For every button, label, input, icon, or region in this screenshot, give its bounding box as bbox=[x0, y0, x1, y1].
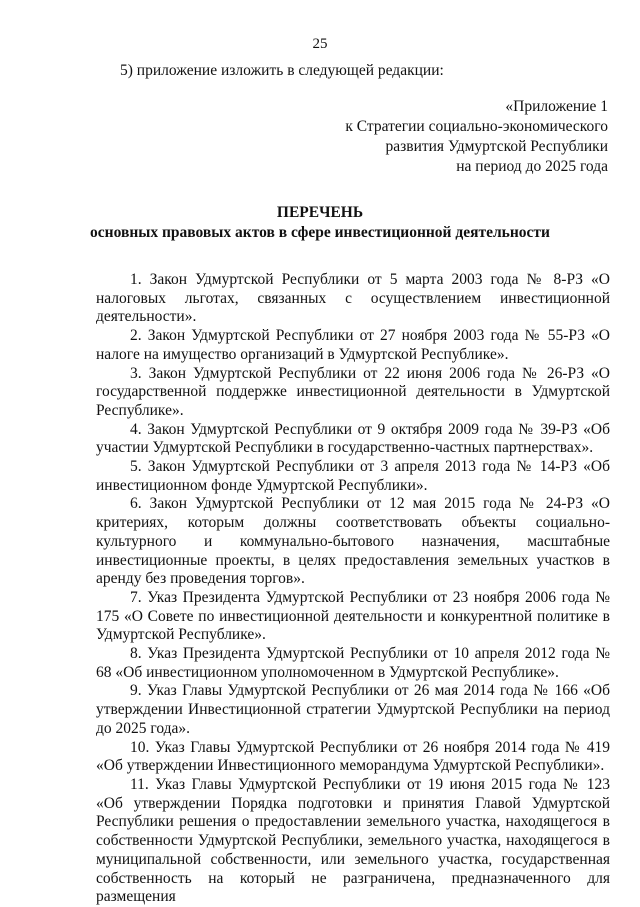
appendix-heading-line: на период до 2025 года bbox=[456, 158, 608, 175]
list-item: 9. Указ Главы Удмуртской Республики от 26 мая 2014 года № 166 «Об утверждении Инвестиционной стратегии Удмуртской Республики на период до 2025 года». bbox=[96, 682, 610, 737]
appendix-heading-line: «Приложение 1 bbox=[505, 98, 608, 115]
list-item: 6. Закон Удмуртской Республики от 12 мая 2015 года № 24-РЗ «О критериях, которым должны соответствовать объекты социально-культурного и коммунально-бытового назначения, масштабные инвестиционные проекты, в целях предоставления земельных участков в аренду без проведения торгов». bbox=[96, 495, 610, 588]
list-item: 1. Закон Удмуртской Республики от 5 марта 2003 года № 8-РЗ «О налоговых льготах, связанных с осуществлением инвестиционной деятельности». bbox=[96, 271, 610, 326]
list-item: 11. Указ Главы Удмуртской Республики от 19 июня 2015 года № 123 «Об утверждении Порядка подготовки и принятия Главой Удмуртской Республики решения о предоставлении земельного участка, находящегося в собственности Удмуртской Республики, земельного участка, находящегося в муниципальной собственности, или земельного участка, государственная собственность на который не разграничена, предназначенного для размещения bbox=[96, 775, 610, 906]
appendix-heading-line: развития Удмуртской Республики bbox=[385, 138, 608, 155]
title-block bbox=[0, 203, 640, 243]
list-item: 5. Закон Удмуртской Республики от 3 апреля 2013 года № 14-РЗ «Об инвестиционном фонде Удмуртской Республики». bbox=[96, 458, 610, 494]
intro-text: 5) приложение изложить в следующей редакции: bbox=[120, 62, 444, 79]
appendix-heading bbox=[345, 97, 608, 177]
list-item: 8. Указ Президента Удмуртской Республики от 10 апреля 2012 года № 68 «Об инвестиционном уполномоченном в Удмуртской Республике». bbox=[96, 645, 610, 681]
appendix-heading-line: к Стратегии социально-экономического bbox=[345, 118, 608, 135]
list-item: 4. Закон Удмуртской Республики от 9 октября 2009 года № 39-РЗ «Об участии Удмуртской Республики в государственно-частных партнерствах». bbox=[96, 420, 610, 457]
document-subtitle: основных правовых актов в сфере инвестиционной деятельности bbox=[90, 224, 550, 241]
list-item: 10. Указ Главы Удмуртской Республики от 26 ноября 2014 года № 419 «Об утверждении Инвестиционного меморандума Удмуртской Республики». bbox=[96, 738, 610, 775]
document-title: ПЕРЕЧЕНЬ bbox=[276, 204, 364, 221]
page-number: 25 bbox=[312, 36, 328, 52]
legal-acts-list bbox=[96, 271, 610, 907]
list-item: 2. Закон Удмуртской Республики от 27 ноября 2003 года № 55-РЗ «О налоге на имущество организаций в Удмуртской Республике». bbox=[96, 327, 610, 363]
list-item: 3. Закон Удмуртской Республики от 22 июня 2006 года № 26-РЗ «О государственной поддержке инвестиционной деятельности в Удмуртской Республике». bbox=[96, 364, 610, 419]
list-item: 7. Указ Президента Удмуртской Республики от 23 ноября 2006 года № 175 «О Совете по инвестиционной деятельности и конкурентной политике в Удмуртской Республике». bbox=[96, 588, 610, 644]
